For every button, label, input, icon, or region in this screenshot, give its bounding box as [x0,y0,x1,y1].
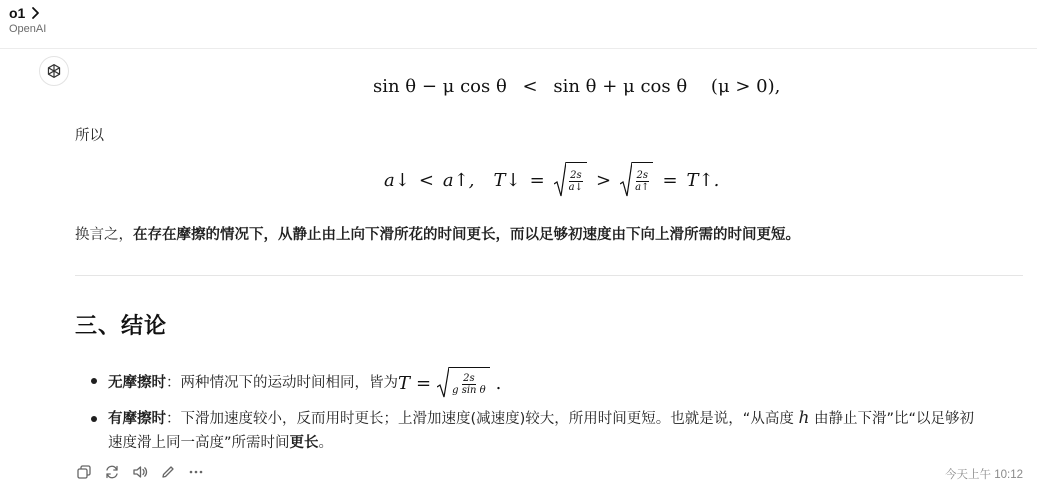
list-item-with-friction-line1: 有摩擦时：下滑加速度较小，反而用时更长；上滑加速度(减速度)较大，所用时间更短。也就是说，“从高度 h 由静止下滑”比“以足够初 [108,408,975,428]
formula-frictionless-time: T = $\frac{2s}{\text{g sin θ}}$ . [398,367,501,399]
list-item-frictionless: 无摩擦时 ：两种情况下的运动时间相同，皆为 T = $\frac{2s}{\text{g sin θ}}$ . [108,367,501,399]
bullet-dot [91,378,97,384]
chevron-right-icon[interactable] [31,6,41,20]
edit-icon[interactable] [160,464,176,480]
formula-inequality-sin: sin θ − μ cos θ < sin θ + μ cos θ (μ > 0), [373,76,781,97]
formula-time-comparison: a↓ < a↑, T↓ = $\frac{2s}{a↓}$ > $\frac{2s}{a↑}$ = T↑. [384,162,719,198]
model-selector[interactable] [9,5,41,21]
divider [75,275,1023,276]
read-aloud-icon[interactable] [132,464,148,480]
model-name[interactable]: o1 [9,5,26,21]
regenerate-icon[interactable] [104,464,120,480]
chat-header [0,0,1037,49]
assistant-avatar [39,56,69,86]
openai-logo-icon [45,62,63,80]
message-timestamp: 今天上午 10:12 [945,469,1023,481]
more-icon[interactable] [188,464,204,480]
copy-icon[interactable] [76,464,92,480]
org-label: OpenAI [9,23,47,35]
sqrt-down: $\frac{2s}{a↓}$ [554,162,587,198]
bullet-dot [91,416,97,422]
section-heading: 三、结论 [75,314,168,339]
text-suoyi: 所以 [75,128,104,144]
list-item-with-friction-line2: 速度滑上同一高度”所需时间更长。 [108,435,334,451]
sqrt-up: $\frac{2s}{a↑}$ [620,162,653,198]
text-conclusion: 换言之，在存在摩擦的情况下，从静止由上向下滑所花的时间更长，而以足够初速度由下向上滑所需的时间更短。 [75,227,800,243]
message-actions [76,464,204,480]
